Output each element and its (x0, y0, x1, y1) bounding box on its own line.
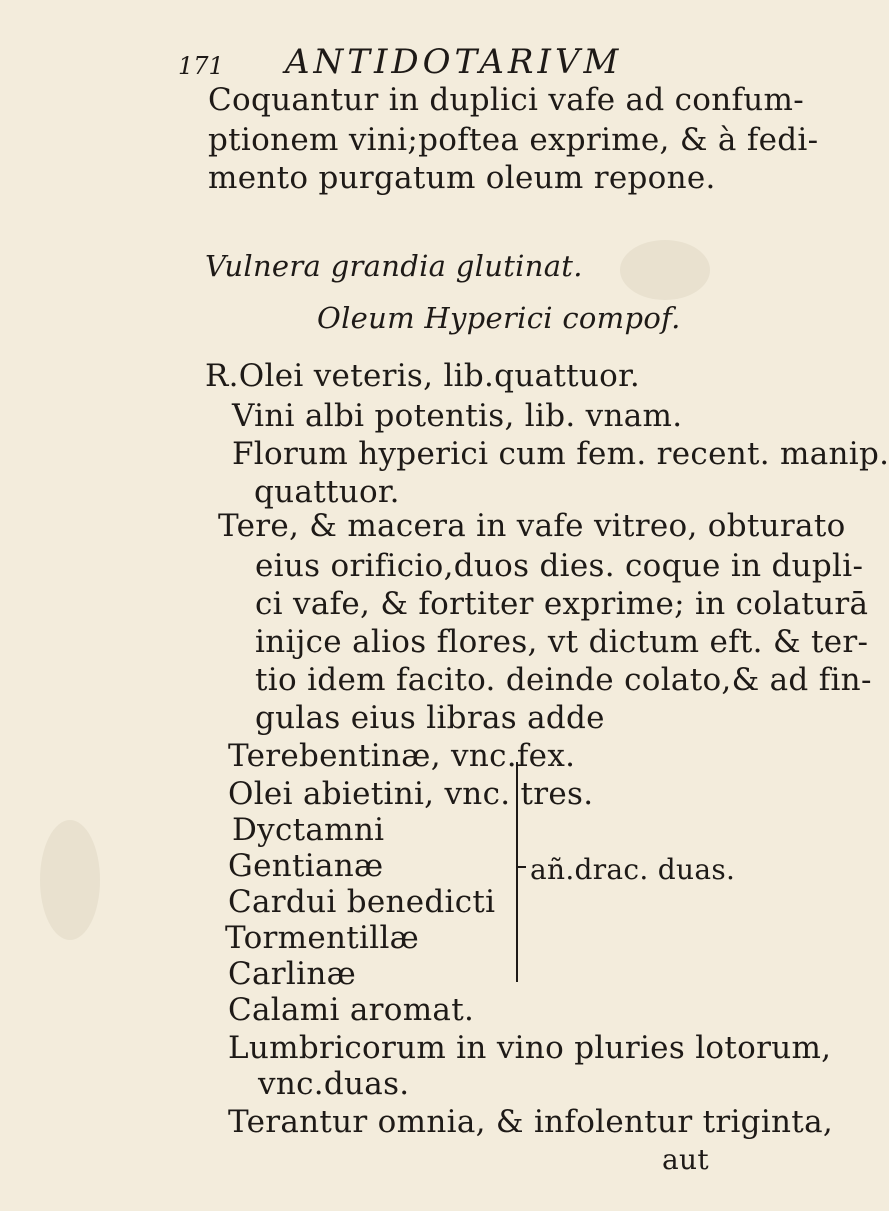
running-title: ANTIDOTARIVM (285, 42, 623, 82)
recipe-line: eius orificio,duos dies. coque in dupli- (255, 548, 864, 584)
text-line: mento purgatum oleum repone. (208, 160, 716, 196)
recipe-line: Vini albi potentis, lib. vnam. (232, 398, 683, 434)
page-number: 171 (178, 52, 224, 80)
ingredient: Tormentillæ (225, 920, 420, 956)
recipe-line: tio idem facito. deinde colato,& ad fin- (255, 662, 872, 698)
paper-stain (620, 240, 710, 300)
recipe-line: Tere, & macera in vafe vitreo, obturato (218, 508, 846, 544)
recipe-line: Terebentinæ, vnc.fex. (228, 738, 576, 774)
ingredient: Cardui benedicti (228, 884, 496, 920)
recipe-line: vnc.duas. (258, 1066, 410, 1102)
recipe-line: quattuor. (254, 474, 400, 510)
recipe-line: R.Olei veteris, lib.quattuor. (205, 358, 640, 394)
paper-stain (40, 820, 100, 940)
ingredient: Gentianæ (228, 848, 384, 884)
recipe-title: Oleum Hyperici compof. (317, 301, 681, 335)
recipe-line: Florum hyperici cum fem. recent. manip. (232, 436, 889, 472)
text-line: Coquantur in duplici vafe ad confum- (208, 82, 805, 118)
recipe-line: Terantur omnia, & infolentur triginta, (228, 1104, 834, 1140)
recipe-line: Lumbricorum in vino pluries lotorum, (228, 1030, 832, 1066)
dose-label: añ.drac. duas. (530, 853, 736, 886)
ingredient: Calami aromat. (228, 992, 475, 1028)
recipe-line: gulas eius libras adde (255, 700, 605, 736)
recipe-line: Olei abietini, vnc. tres. (228, 776, 594, 812)
ingredient: Carlinæ (228, 956, 357, 992)
recipe-line: inijce alios flores, vt dictum eft. & ter- (255, 624, 869, 660)
catchword: aut (662, 1143, 709, 1176)
brace-point (516, 866, 526, 868)
grouping-brace (500, 762, 518, 982)
text-line: ptionem vini;poftea exprime, & à fedi- (208, 122, 819, 158)
recipe-line: ci vafe, & fortiter exprime; in colaturā (255, 586, 869, 622)
ingredient: Dyctamni (232, 812, 385, 848)
section-heading: Vulnera grandia glutinat. (205, 249, 583, 283)
